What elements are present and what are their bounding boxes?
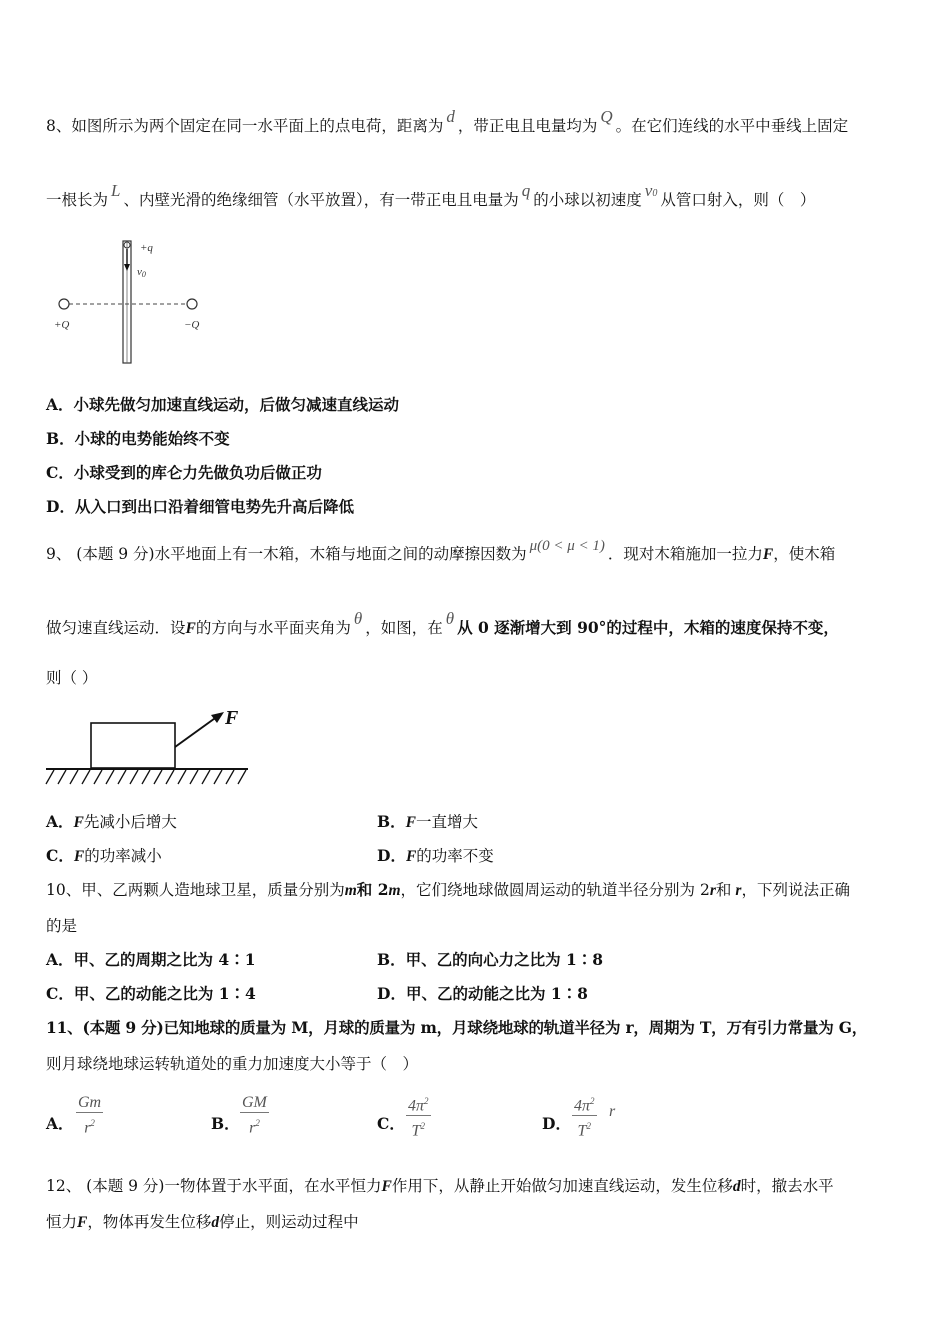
q9-option-b-text: 一直增大 [415,813,478,831]
q8-text: 。在它们连线的水平中垂线上固定 [615,117,849,135]
q11-line1: 11、(本题 9 分)已知地球的质量为 M，月球的质量为 m，月球绕地球的轨道半径为 r，周期为 T，万有引力常量为 G， [46,1018,868,1037]
q9-line2 [46,609,839,639]
q9-option-b-prefix: B． [377,812,406,831]
q9-text: 做匀速直线运动．设 [46,619,186,637]
q12-text: 作用下，从静止开始做匀加速直线运动，发生位移 [391,1177,733,1195]
q11-option-c-label: C． [377,1114,405,1133]
q10-line1 [46,880,850,901]
symbol-F: F [405,848,417,865]
force-arrow [175,716,218,747]
wooden-box [91,723,175,768]
q9-line1 [46,538,836,565]
symbol-d: d [211,1214,220,1231]
q9-option-c-prefix: C． [46,846,74,865]
fraction-denominator [240,1113,269,1138]
q11-option-c-fraction [406,1092,431,1142]
q9-option-a [46,812,177,833]
fraction-numerator: GM [242,1094,267,1111]
symbol-F: F [77,1214,88,1231]
q9-text: ，使木箱 [773,545,836,563]
symbol-v0 [645,181,658,200]
q10-text: ，它们绕地球做圆周运动的轨道半径分别为 2 [400,881,710,899]
velocity-arrow-head [124,264,130,271]
exponent: 2 [590,1096,595,1106]
label-v: v [137,266,142,278]
q11-option-d-fraction [572,1092,597,1142]
label-v0 [137,266,146,279]
denominator-symbol: T [577,1122,587,1140]
q10-text: 和 [715,881,732,899]
symbol-r: r [709,882,716,899]
symbol-m: m [388,882,401,899]
q10-text: 10、甲、乙两颗人造地球卫星，质量分别为 [46,881,345,899]
symbol-L: L [111,181,121,200]
q8-text: 一根长为 [46,191,109,209]
q10-text: ，下列说法正确 [741,881,850,899]
symbol-v: v [644,181,653,200]
label-v-subscript: 0 [141,270,146,279]
q11-line2: 则月球绕地球运转轨道处的重力加速度大小等于（ ） [46,1055,419,1073]
q10-line2: 的是 [46,917,78,935]
q8-text: 从管口射入，则（ ） [660,191,816,209]
label-F: F [225,707,239,729]
symbol-theta: θ [353,609,363,628]
symbol-theta: θ [445,609,455,628]
q9-option-b [377,812,478,833]
exponent: 2 [255,1118,260,1128]
fraction-denominator [572,1116,597,1141]
q11-option-a-fraction [76,1094,103,1138]
symbol-F: F [185,620,196,637]
symbol-q: q [521,181,531,200]
symbol-F: F [73,848,85,865]
q9-option-d-prefix: D． [377,846,406,865]
q8-option-b: B．小球的电势能始终不变 [46,429,230,448]
numerator-symbol: 4π [408,1097,425,1115]
q12-text: 时，撤去水平 [740,1177,834,1195]
q8-line2 [46,181,816,213]
exponent: 2 [90,1118,95,1128]
q9-text: 从 0 逐渐增大到 90°的过程中，木箱的速度保持不变， [457,618,839,637]
q9-option-c [46,846,162,867]
fraction-numerator [572,1092,597,1116]
q8-text: ，带正电且电量均为 [457,117,598,135]
force-arrow-head [211,712,224,723]
q8-option-d: D．从入口到出口沿着细管电势先升高后降低 [46,497,354,516]
symbol-m: m [344,882,357,899]
q12-text: 恒力 [46,1213,78,1231]
numerator-symbol: 4π [574,1097,591,1115]
q9-text: 的方向与水平面夹角为 [195,619,351,637]
q10-text: 和 2 [356,880,389,899]
label-plus-q: +q [140,242,153,254]
q9-option-a-text: 先减小后增大 [83,813,177,831]
q10-option-c: C．甲、乙的动能之比为 1∶4 [46,984,256,1003]
fraction-denominator [406,1116,431,1141]
q12-text: 12、 (本题 9 分)一物体置于水平面，在水平恒力 [46,1177,382,1195]
symbol-Q: Q [600,107,613,126]
label-left-charge: +Q [54,319,70,331]
fraction-numerator: Gm [78,1094,102,1111]
q10-option-a: A．甲、乙的周期之比为 4∶1 [46,950,256,969]
exponent: 2 [586,1121,591,1132]
left-charge-icon [59,299,69,309]
q9-text: ，如图，在 [365,619,443,637]
denominator-symbol: r [249,1119,256,1137]
symbol-r: r [735,882,742,899]
exponent: 2 [424,1096,429,1106]
q8-option-a: A．小球先做匀加速直线运动，后做匀减速直线运动 [46,395,400,414]
q9-option-d [377,846,494,867]
q9-option-d-text: 的功率不变 [416,847,494,865]
symbol-v-subscript: 0 [652,188,658,199]
q9-text: ．现对木箱施加一拉力 [607,545,763,563]
symbol-F: F [381,1178,392,1195]
q12-line2 [46,1212,359,1233]
fraction-denominator [76,1113,103,1138]
q9-figure [44,700,250,792]
ground-hatching [46,770,246,784]
q9-option-a-prefix: A． [46,812,74,831]
q11-option-d-tail: r [609,1103,616,1120]
q9-option-c-text: 的功率减小 [84,847,162,865]
q11-option-b-fraction [240,1094,269,1138]
q12-text: 停止，则运动过程中 [219,1213,359,1231]
q10-option-d: D．甲、乙的动能之比为 1∶8 [377,984,588,1003]
q11-option-a-label: A． [46,1114,74,1133]
q12-text: ，物体再发生位移 [87,1213,212,1231]
denominator-symbol: r [84,1119,91,1137]
q10-option-b: B．甲、乙的向心力之比为 1∶8 [377,950,604,969]
q9-line3: 则（ ） [46,669,98,687]
q8-figure [50,235,220,370]
label-right-charge: −Q [184,319,200,331]
q8-option-c: C．小球受到的库仑力先做负功后做正功 [46,463,322,482]
fraction-numerator [406,1092,431,1116]
q8-text: 、内壁光滑的绝缘细管（水平放置），有一带正电且电量为 [123,191,519,209]
q11-option-d-label: D． [542,1114,571,1133]
symbol-d: d [732,1178,741,1195]
q9-text: 9、 (本题 9 分)水平地面上有一木箱，木箱与地面之间的动摩擦因数为 [46,545,527,563]
q8-text: 8、如图所示为两个固定在同一水平面上的点电荷，距离为 [46,117,444,135]
symbol-mu: μ(0 < μ < 1) [529,538,605,554]
q12-line1 [46,1176,834,1197]
symbol-F: F [405,814,416,831]
exponent: 2 [420,1121,425,1132]
q11-option-b-label: B． [211,1114,240,1133]
q8-line1 [46,107,849,136]
symbol-F: F [762,546,774,563]
denominator-symbol: T [411,1122,421,1140]
symbol-d: d [446,107,455,126]
right-charge-icon [187,299,197,309]
q8-text: 的小球以初速度 [533,191,642,209]
symbol-F: F [73,814,84,831]
